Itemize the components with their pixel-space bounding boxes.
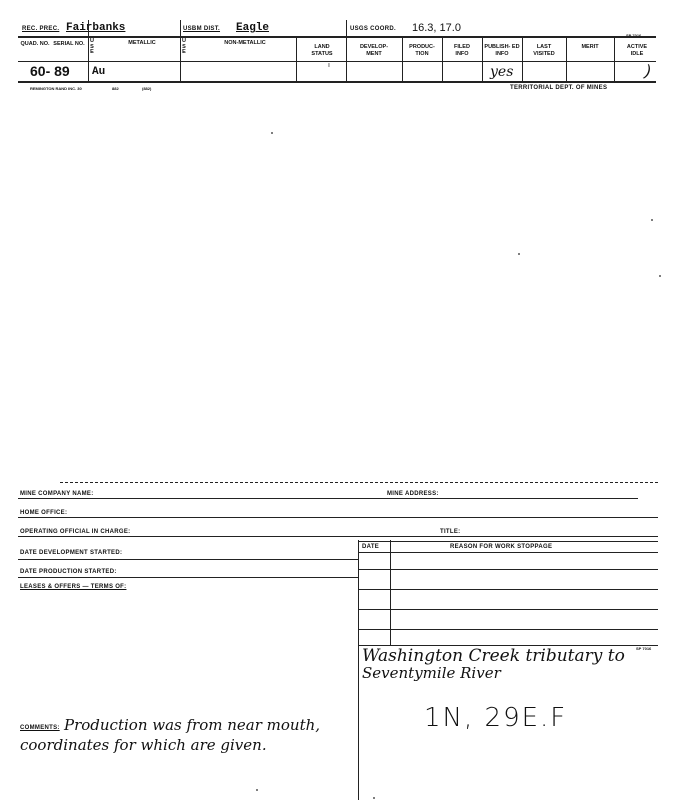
operating-official-label: OPERATING OFFICIAL IN CHARGE: <box>20 529 131 535</box>
quad-serial-value: 60- 89 <box>30 63 70 79</box>
col-metallic: METALLIC <box>128 40 156 46</box>
reason-column-label: REASON FOR WORK STOPPAGE <box>450 544 553 550</box>
usbm-dist-label: USBM DIST. <box>183 26 221 32</box>
col-published-info: PUBLISH- ED INFO <box>484 44 520 57</box>
col-use-metallic: U S E <box>90 38 94 55</box>
published-info-value: yes <box>490 64 514 80</box>
printer-name: REMINGTON RAND INC. 30 <box>30 86 82 91</box>
scan-speck <box>659 275 661 277</box>
col-active-idle: ACTIVE IDLE <box>626 44 648 57</box>
development-started-label: DATE DEVELOPMENT STARTED: <box>20 550 123 556</box>
col-quad-no: QUAD. NO. <box>20 41 50 47</box>
land-status-tick: ı <box>328 62 330 69</box>
usbm-dist-value: Eagle <box>236 22 270 34</box>
col-land-status: LAND STATUS <box>311 44 333 57</box>
comments-line-1: Production was from near mouth, <box>64 716 321 734</box>
scan-speck <box>651 219 653 221</box>
township-range-note: 1N, 29E.F <box>424 703 568 733</box>
col-serial-no: SERIAL NO. <box>53 41 85 47</box>
production-started-label: DATE PRODUCTION STARTED: <box>20 569 117 575</box>
mine-address-label: MINE ADDRESS: <box>387 491 439 497</box>
col-development: DEVELOP- MENT <box>359 44 389 57</box>
metallic-value: Au <box>92 66 106 78</box>
col-filed-info: FILED INFO <box>454 44 470 57</box>
scan-speck <box>271 132 273 134</box>
home-office-label: HOME OFFICE: <box>20 510 68 516</box>
rec-prec-value: Fairbanks <box>66 22 126 34</box>
printer-code-2: (882) <box>142 86 152 91</box>
col-use-nonmetallic: U S E <box>182 38 186 55</box>
rec-prec-label: REC. PREC. <box>22 26 60 32</box>
form-number-top: SP 7016 <box>626 33 642 38</box>
printer-code: 882 <box>112 86 119 91</box>
col-production: PRODUC- TION <box>409 44 435 57</box>
title-label: TITLE: <box>440 529 461 535</box>
mine-company-label: MINE COMPANY NAME: <box>20 491 94 497</box>
leases-offers-label: LEASES & OFFERS — TERMS OF: <box>20 584 127 590</box>
active-mark: ) <box>642 62 654 81</box>
comments-line-2: coordinates for which are given. <box>20 736 267 754</box>
usgs-coord-value: 16.3, 17.0 <box>412 22 461 34</box>
department-name: TERRITORIAL DEPT. OF MINES <box>510 85 608 91</box>
location-note-line-1: Washington Creek tributary to <box>362 646 625 666</box>
scan-speck <box>256 789 258 791</box>
scan-speck <box>518 253 520 255</box>
date-column-label: DATE <box>362 544 380 550</box>
location-note-line-2: Seventymile River <box>362 664 501 682</box>
col-nonmetallic: NON-METALLIC <box>224 40 266 46</box>
form-number-bottom: SP 7016 <box>636 646 652 651</box>
col-last-visited: LAST VISITED <box>533 44 555 57</box>
scan-speck <box>373 797 375 799</box>
usgs-coord-label: USGS COORD. <box>350 26 396 32</box>
col-merit: MERIT <box>581 44 599 50</box>
comments-label: COMMENTS: <box>20 725 60 731</box>
